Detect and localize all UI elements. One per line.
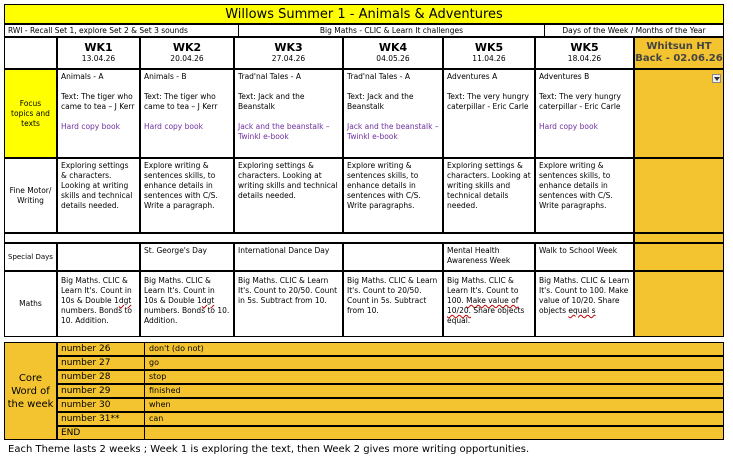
maths-text: Big Maths. CLIC & Learn It's. Count to 100. bbox=[447, 276, 519, 305]
focus-spacer bbox=[539, 82, 630, 92]
focus-resource: Hard copy book bbox=[539, 122, 598, 131]
focus-resource: Hard copy book bbox=[144, 122, 203, 131]
maths-cell bbox=[535, 271, 634, 337]
whitsun-header bbox=[634, 37, 724, 69]
core-word bbox=[144, 426, 724, 440]
maths-text: Big Maths. CLIC & Learn It's. Count to 20/50. Count in 5s. Subtract from 10. bbox=[347, 276, 438, 315]
maths-underlined: dgt bbox=[201, 296, 215, 305]
whitsun-maths-cell bbox=[634, 271, 724, 337]
maths-text: Big Maths. CLIC & Learn It's. Count in 10s & Double 1 bbox=[61, 276, 132, 305]
core-word: when bbox=[144, 398, 724, 412]
core-word-number: number 29 bbox=[57, 384, 145, 398]
focus-text: Text: Jack and the Beanstalk bbox=[238, 92, 305, 111]
focus-topic: Trad'nal Tales - A bbox=[347, 72, 410, 81]
focus-text: Text: The tiger who came to tea – J Kerr bbox=[144, 92, 218, 111]
maths-cell bbox=[140, 271, 234, 337]
whitsun-line2: Back - 02.06.26 bbox=[635, 53, 723, 64]
focus-spacer bbox=[539, 112, 630, 122]
focus-cell bbox=[535, 69, 634, 158]
focus-cell bbox=[443, 69, 535, 158]
week-label: WK5 bbox=[570, 41, 599, 54]
fine-motor-row-label: Fine Motor/ Writing bbox=[4, 158, 57, 233]
focus-text: Text: The tiger who came to tea – J Kerr bbox=[61, 92, 135, 111]
focus-spacer bbox=[238, 82, 339, 92]
focus-spacer bbox=[144, 82, 230, 92]
maths-text: Big Maths. CLIC & Learn It's. Count in 10s & Double 1 bbox=[144, 276, 215, 305]
focus-resource: Jack and the beanstalk – Twinkl e-book bbox=[238, 122, 330, 141]
special-day-cell bbox=[57, 243, 140, 271]
week-label: WK4 bbox=[378, 41, 408, 54]
footer-note: Each Theme lasts 2 weeks ; Week 1 is exploring the text, then Week 2 gives more writing opportunities. bbox=[8, 444, 530, 455]
special-day-cell: Walk to School Week bbox=[535, 243, 634, 271]
focus-topic: Adventures B bbox=[539, 72, 590, 81]
core-word-number: number 27 bbox=[57, 356, 145, 370]
focus-text: Text: The very hungry caterpillar - Eric Carle bbox=[447, 92, 529, 111]
maths-row-label: Maths bbox=[4, 271, 57, 337]
core-word-number: number 30 bbox=[57, 398, 145, 412]
gap-row bbox=[4, 233, 634, 243]
focus-spacer bbox=[447, 112, 531, 122]
whitsun-fine-motor-cell bbox=[634, 158, 724, 233]
special-day-cell: International Dance Day bbox=[234, 243, 343, 271]
fine-motor-cell: Exploring settings & characters. Looking at writing skills and technical details needed. bbox=[443, 158, 535, 233]
focus-topic: Animals - B bbox=[144, 72, 187, 81]
focus-spacer bbox=[144, 112, 230, 122]
maths-cell bbox=[234, 271, 343, 337]
core-word: don't (do not) bbox=[144, 342, 724, 356]
days-subheader: Days of the Week / Months of the Year bbox=[544, 24, 724, 37]
focus-row-label: Focus topics and texts bbox=[4, 69, 57, 158]
week-date: 11.04.26 bbox=[472, 54, 506, 63]
maths-cell bbox=[443, 271, 535, 337]
week-date: 04.05.26 bbox=[376, 54, 410, 63]
core-word-number: number 26 bbox=[57, 342, 145, 356]
focus-spacer bbox=[347, 82, 439, 92]
focus-spacer bbox=[447, 82, 531, 92]
focus-spacer bbox=[347, 112, 439, 122]
week-date: 18.04.26 bbox=[567, 54, 602, 63]
fine-motor-cell: Exploring settings & characters. Looking at writing skills and technical details needed. bbox=[234, 158, 343, 233]
maths-text: Share objects equal. bbox=[447, 306, 525, 325]
whitsun-gap-cell bbox=[634, 233, 724, 243]
focus-cell bbox=[140, 69, 234, 158]
week-label: WK1 bbox=[84, 41, 113, 54]
week-label: WK5 bbox=[474, 41, 504, 54]
maths-underlined: equal s bbox=[568, 306, 596, 315]
focus-cell bbox=[343, 69, 443, 158]
week-date: 27.04.26 bbox=[271, 54, 306, 63]
whitsun-line1: Whitsun HT bbox=[646, 41, 712, 52]
maths-underlined: dgt bbox=[118, 296, 132, 305]
focus-cell bbox=[234, 69, 343, 158]
week-header bbox=[535, 37, 634, 69]
core-word-number: number 28 bbox=[57, 370, 145, 384]
focus-resource: Jack and the beanstalk – Twinkl e-book bbox=[347, 122, 439, 141]
special-day-cell: Mental Health Awareness Week bbox=[443, 243, 535, 271]
week-header bbox=[140, 37, 234, 69]
focus-topic: Adventures A bbox=[447, 72, 498, 81]
week-header bbox=[343, 37, 443, 69]
week-date: 13.04.26 bbox=[81, 54, 116, 63]
header-corner bbox=[4, 37, 57, 69]
whitsun-special-cell bbox=[634, 243, 724, 271]
focus-topic: Animals - A bbox=[61, 72, 104, 81]
fine-motor-cell: Explore writing & sentences skills, to enhance details in sentences with C/S. Write a paragraph. bbox=[140, 158, 234, 233]
week-header bbox=[443, 37, 535, 69]
maths-underlined: Make value of 10/20. bbox=[447, 296, 519, 315]
week-header bbox=[234, 37, 343, 69]
maths-text: Big Maths. CLIC & Learn It's. Count to 20/50. Count in 5s. Subtract from 10. bbox=[238, 276, 338, 305]
core-word-number: END bbox=[57, 426, 145, 440]
core-word-row-label: Core Word of the week bbox=[4, 342, 57, 440]
week-date: 20.04.26 bbox=[170, 54, 204, 63]
focus-spacer bbox=[61, 112, 136, 122]
week-header bbox=[57, 37, 140, 69]
fine-motor-cell: Explore writing & sentences skills, to enhance details in sentences with C/S. Write paragraphs. bbox=[535, 158, 634, 233]
focus-resource: Hard copy book bbox=[61, 122, 120, 131]
maths-cell bbox=[343, 271, 443, 337]
maths-subheader: Big Maths - CLIC & Learn It challenges bbox=[238, 24, 545, 37]
focus-text: Text: Jack and the Beanstalk bbox=[347, 92, 414, 111]
page-title: Willows Summer 1 - Animals & Adventures bbox=[4, 4, 724, 24]
maths-cell bbox=[57, 271, 140, 337]
special-day-cell: St. George's Day bbox=[140, 243, 234, 271]
special-day-cell bbox=[343, 243, 443, 271]
core-word-number: number 31** bbox=[57, 412, 145, 426]
fine-motor-cell: Explore writing & sentences skills, to enhance details in sentences with C/S. Write paragraphs. bbox=[343, 158, 443, 233]
week-label: WK2 bbox=[172, 41, 202, 54]
focus-text: Text: The very hungry caterpillar - Eric Carle bbox=[539, 92, 621, 111]
fine-motor-cell: Exploring settings & characters. Looking at writing skills and technical details needed. bbox=[57, 158, 140, 233]
week-label: WK3 bbox=[274, 41, 303, 54]
focus-topic: Trad'nal Tales - A bbox=[238, 72, 301, 81]
chevron-down-icon[interactable] bbox=[712, 74, 721, 83]
focus-spacer bbox=[61, 82, 136, 92]
core-word: stop bbox=[144, 370, 724, 384]
focus-spacer bbox=[238, 112, 339, 122]
focus-cell bbox=[57, 69, 140, 158]
whitsun-focus-cell bbox=[634, 69, 724, 158]
maths-text: numbers. Bonds to 10. Addition. bbox=[144, 306, 230, 325]
rwi-subheader: RWI - Recall Set 1, explore Set 2 & Set 3 sounds bbox=[4, 24, 239, 37]
maths-text: Big Maths. CLIC & Learn It's. Count to 100. Make value of 10/20. Share objects bbox=[539, 276, 630, 315]
core-word: finished bbox=[144, 384, 724, 398]
maths-text: numbers. Bonds to 10. Addition. bbox=[61, 306, 133, 325]
special-days-row-label: Special Days bbox=[4, 243, 57, 271]
core-word: go bbox=[144, 356, 724, 370]
core-word: can bbox=[144, 412, 724, 426]
